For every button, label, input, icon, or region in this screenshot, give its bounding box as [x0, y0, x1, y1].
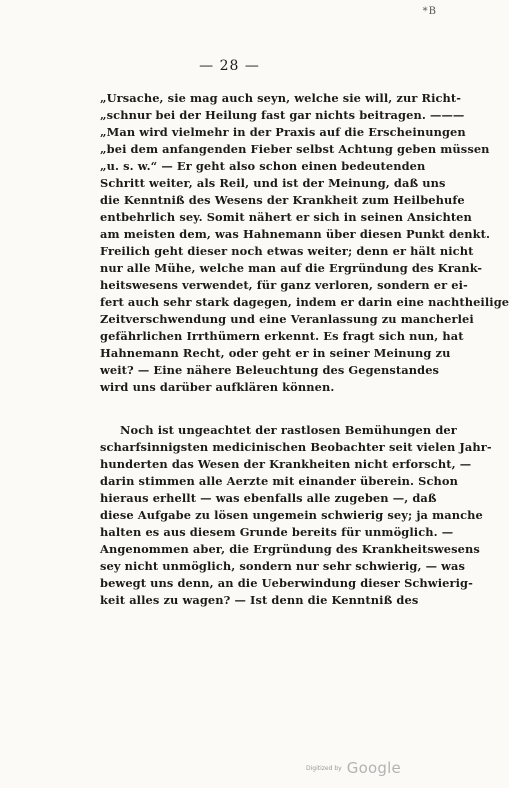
text-line: am meisten dem, was Hahnemann über diesen Punkt denkt.	[100, 227, 491, 241]
text-line: hunderten das Wesen der Krankheiten nicht erforscht, —	[100, 457, 472, 471]
google-watermark	[306, 758, 436, 778]
watermark-brand: Google	[346, 759, 401, 777]
text-line: bewegt uns denn, an die Ueberwindung dieser Schwierig-	[100, 576, 473, 590]
text-line: Freilich geht dieser noch etwas weiter; denn er hält nicht	[100, 244, 474, 258]
text-line: darin stimmen alle Aerzte mit einander überein. Schon	[100, 474, 459, 488]
text-line: fert auch sehr stark dagegen, indem er darin eine nachtheilige	[100, 295, 509, 309]
text-line: scharfsinnigsten medicinischen Beobachter seit vielen Jahr-	[100, 440, 492, 454]
text-line: diese Aufgabe zu lösen ungemein schwierig sey; ja manche	[100, 508, 483, 522]
watermark-prefix: Digitized by	[306, 765, 342, 772]
text-line: weit? — Eine nähere Beleuchtung des Gegenstandes	[100, 363, 440, 377]
text-line: „bei dem anfangenden Fieber selbst Achtung geben müssen	[100, 142, 490, 156]
text-line: hieraus erhellt — was ebenfalls alle zugeben —, daß	[100, 491, 437, 505]
text-line: entbehrlich sey. Somit nähert er sich in seinen Ansichten	[100, 210, 472, 224]
text-line: wird uns darüber aufklären können.	[100, 380, 335, 394]
text-line: nur alle Mühe, welche man auf die Ergründung des Krank-	[100, 261, 483, 275]
text-line: „u. s. w.“ — Er geht also schon einen bedeutenden	[100, 159, 426, 173]
text-line: heitswesens verwendet, für ganz verloren, sondern er ei-	[100, 278, 468, 292]
text-line: keit alles zu wagen? — Ist denn die Kenntniß des	[100, 593, 419, 607]
text-line: gefährlichen Irrthümern erkennt. Es fragt sich nun, hat	[100, 329, 464, 343]
text-line: sey nicht unmöglich, sondern nur sehr schwierig, — was	[100, 559, 466, 573]
text-line: halten es aus diesem Grunde bereits für unmöglich. —	[100, 525, 454, 539]
text-line: „Man wird vielmehr in der Praxis auf die Erscheinungen	[100, 125, 466, 139]
text-line: Schritt weiter, als Reil, und ist der Meinung, daß uns	[100, 176, 446, 190]
text-line: Angenommen aber, die Ergründung des Krankheitswesens	[100, 542, 480, 556]
page-number: — 28 —	[199, 58, 260, 74]
corner-mark: *B	[422, 6, 437, 17]
text-line: „Ursache, sie mag auch seyn, welche sie will, zur Richt-	[100, 91, 462, 105]
text-line: Hahnemann Recht, oder geht er in seiner Meinung zu	[100, 346, 451, 360]
text-line: die Kenntniß des Wesens der Krankheit zum Heilbehufe	[100, 193, 465, 207]
text-line: „schnur bei der Heilung fast gar nichts beitragen. ———	[100, 108, 465, 122]
text-line: Noch ist ungeachtet der rastlosen Bemühungen der	[120, 423, 457, 437]
text-line: Zeitverschwendung und eine Veranlassung zu mancherlei	[100, 312, 474, 326]
